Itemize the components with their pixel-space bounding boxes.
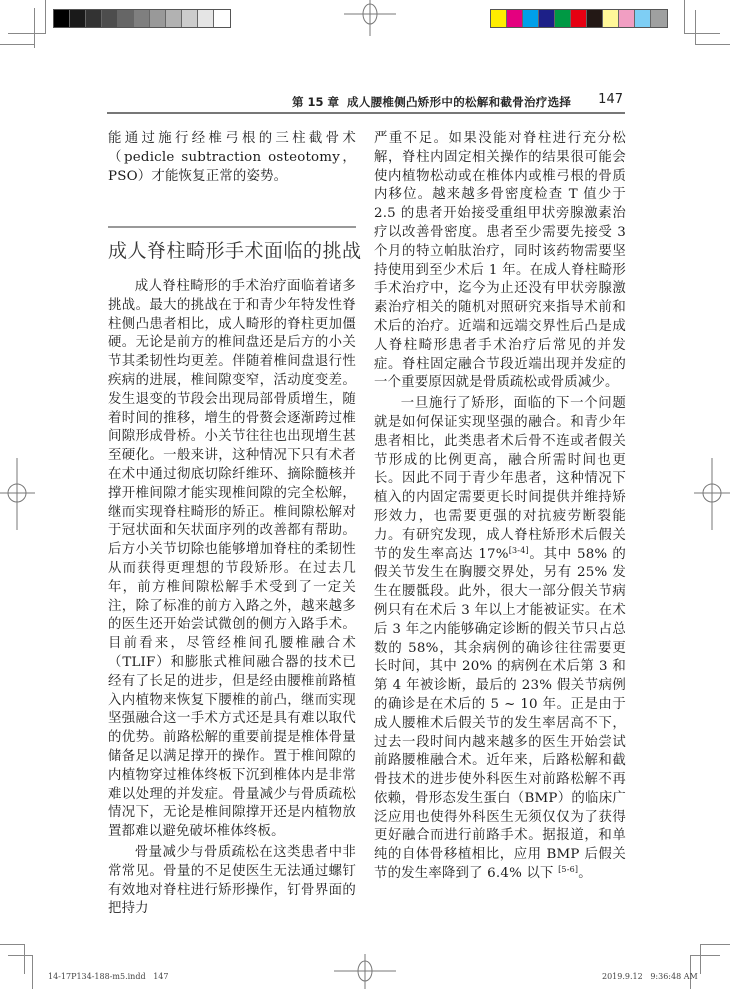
gray-swatch xyxy=(102,10,118,27)
gray-swatch xyxy=(134,10,150,27)
gray-swatch xyxy=(166,10,182,27)
registration-mark-left xyxy=(0,458,36,530)
running-header xyxy=(280,92,625,110)
crop-mark-bottom-left-h1 xyxy=(0,944,24,945)
crop-mark-top-right-v1 xyxy=(684,0,685,34)
color-swatch xyxy=(651,10,667,27)
left-column-body xyxy=(108,278,356,919)
color-swatch xyxy=(603,10,619,27)
citation: [3-4] xyxy=(508,545,529,555)
crop-mark-top-left-h1 xyxy=(8,33,45,34)
crop-mark-top-right-h1 xyxy=(684,33,720,34)
gray-swatch xyxy=(86,10,102,27)
header-rule xyxy=(107,112,625,114)
gray-swatch xyxy=(182,10,198,27)
paragraph: 骨量减少与骨质疏松在这类患者中非常常见。骨量的不足使医生无法通过螺钉有效地对脊柱进行矫形操作，钉骨界面的把持力 xyxy=(108,844,356,917)
color-swatch xyxy=(491,10,507,27)
color-swatch xyxy=(555,10,571,27)
crop-mark-top-left-h2 xyxy=(0,44,35,45)
continued-paragraph: 能通过施行经椎弓根的三柱截骨术（pedicle subtraction osteotomy，PSO）才能恢复正常的姿势。 xyxy=(108,131,356,184)
chapter-title: 成人腰椎侧凸矫形中的松解和截骨治疗选择 xyxy=(347,95,572,109)
gray-swatch xyxy=(150,10,166,27)
crop-mark-bottom-left-v2 xyxy=(32,955,33,989)
registration-mark-right xyxy=(694,458,730,530)
paragraph xyxy=(374,395,626,884)
gray-swatch xyxy=(198,10,214,27)
color-swatch xyxy=(587,10,603,27)
paragraph-text: 。其中 58% 的假关节发生在胸腰交界处，另有 25% 发生在腰骶段。此外，很大一部分假关节病例只有在术后 3 年以上才能被证实。在术后 3 年之内能够确定诊断的假关节只占总数的 58%，其余病例的确诊往往需要更长时间，其中 20% 的病例在术后第 3 和第 4 年被诊断，最后的 23% 假关节病例的确诊是在术后的 5 ~ 10 年。正是由于成人腰椎术后假关节的发生率居高不下，过去一段时间内越来越多的医生开始尝试前路腰椎融合术。近年来，后路松解和截骨技术的进步使外科医生对前路松解不再依赖，骨形态发生蛋白（BMP）的临床广泛应用也使得外科医生无须仅仅为了获得更好融合而进行前路手术。据报道，和单纯的自体骨移植相比，应用 BMP 后假关节的发生率降到了 6.4% 以下 xyxy=(374,546,626,882)
crop-mark-top-left-v1 xyxy=(34,8,35,48)
gray-swatch xyxy=(70,10,86,27)
section-heading: 成人脊柱畸形手术面临的挑战 xyxy=(108,240,362,262)
print-timestamp: 2019.9.12 9:36:48 AM xyxy=(602,972,698,981)
color-swatch xyxy=(539,10,555,27)
gray-swatch xyxy=(118,10,134,27)
page-number: 147 xyxy=(598,92,623,107)
file-slug: 14-17P134-188-m5.indd 147 xyxy=(48,972,169,981)
left-column-top xyxy=(108,130,356,186)
section-divider xyxy=(108,226,356,228)
crop-mark-bottom-right-v1 xyxy=(700,944,701,974)
paragraph-text: 。 xyxy=(578,866,592,882)
crop-mark-top-right-h2 xyxy=(695,44,730,45)
registration-mark-bottom xyxy=(330,954,400,989)
right-column xyxy=(374,130,626,884)
crop-mark-top-right-v2 xyxy=(695,10,696,45)
chapter-label: 第 15 章 xyxy=(292,95,340,109)
grayscale-calibration-bar xyxy=(53,9,231,28)
gray-swatch xyxy=(54,10,70,27)
paragraph-text: 一旦施行了矫形，面临的下一个问题就是如何保证实现坚强的融合。和青少年患者相比，此类患者术后骨不连或者假关节形成的比例更高，融合所需时间也更长。因此不同于青少年患者，这种情况下植入的内固定需要更长时间提供并维持矫形效力，也需要更强的对抗疲劳断裂能力。有研究发现，成人脊柱矫形术后假关节的发生率高达 17% xyxy=(374,396,626,562)
color-swatch xyxy=(523,10,539,27)
crop-mark-top-left-v2 xyxy=(45,0,46,34)
crop-mark-bottom-right-h1 xyxy=(700,944,730,945)
paragraph: 严重不足。如果没能对脊柱进行充分松解，脊柱内固定相关操作的结果很可能会使内植物松动或在椎体内或椎弓根的骨质内移位。越来越多骨密度检查 T 值少于 2.5 的患者开始接受重组甲状旁腺激素治疗以改善骨密度。患者至少需要先接受 3 个月的特立帕肽治疗，同时该药物需要坚持使用到至少术后 1 年。在成人脊柱畸形手术治疗中，迄今为止还没有甲状旁腺激素治疗相关的随机对照研究来指导术前和术后的治疗。近端和远端交界性后凸是成人脊柱畸形患者手术治疗后常见的并发症。脊柱固定融合节段近端出现并发症的一个重要原因就是骨质疏松或骨质减少。 xyxy=(374,131,626,391)
registration-mark-top xyxy=(340,0,400,44)
crop-mark-bottom-left-h2 xyxy=(8,955,32,956)
color-swatch xyxy=(619,10,635,27)
paragraph: 成人脊柱畸形的手术治疗面临着诸多挑战。最大的挑战在于和青少年特发性脊柱侧凸患者相比，成人畸形的脊柱更加僵硬。无论是前方的椎间盘还是后方的小关节其柔韧性均更差。伴随着椎间盘退行性疾病的进展，椎间隙变窄，活动度变差。发生退变的节段会出现局部骨质增生，随着时间的推移，增生的骨赘会逐渐跨过椎间隙形成骨桥。小关节往往也出现增生甚至硬化。一般来讲，这种情况下只有术者在术中通过彻底切除纤维环、摘除髓核并撑开椎间隙才能实现椎间隙的完全松解，继而实现脊柱畸形的矫正。椎间隙松解对于冠状面和矢状面序列的改善都有帮助。后方小关节切除也能够增加脊柱的柔韧性从而获得更理想的节段矫形。在过去几年，前方椎间隙松解手术受到了一定关注，除了标准的前方入路之外，越来越多的医生还开始尝试微创的侧方入路手术。目前看来，尽管经椎间孔腰椎融合术（TLIF）和膨胀式椎间融合器的技术已经有了长足的进步，但是经由腰椎前路植入内植物来恢复下腰椎的前凸，继而实现坚强融合这一手术方式还是具有难以取代的优势。前路松解的重要前提是椎体骨量储备足以满足撑开的操作。置于椎间隙的内植物穿过椎体终板下沉到椎体内是非常难以处理的并发症。骨量减少与骨质疏松情况下，无论是椎间隙撑开还是内植物放置都难以避免破坏椎体终板。 xyxy=(108,279,356,840)
gray-swatch xyxy=(214,10,230,27)
color-swatch xyxy=(635,10,651,27)
crop-mark-bottom-left-v1 xyxy=(24,944,25,974)
color-swatch xyxy=(571,10,587,27)
color-swatch xyxy=(507,10,523,27)
crop-mark-bottom-right-h2 xyxy=(690,955,720,956)
color-calibration-bar xyxy=(490,9,668,28)
citation: [5-6] xyxy=(558,865,579,875)
